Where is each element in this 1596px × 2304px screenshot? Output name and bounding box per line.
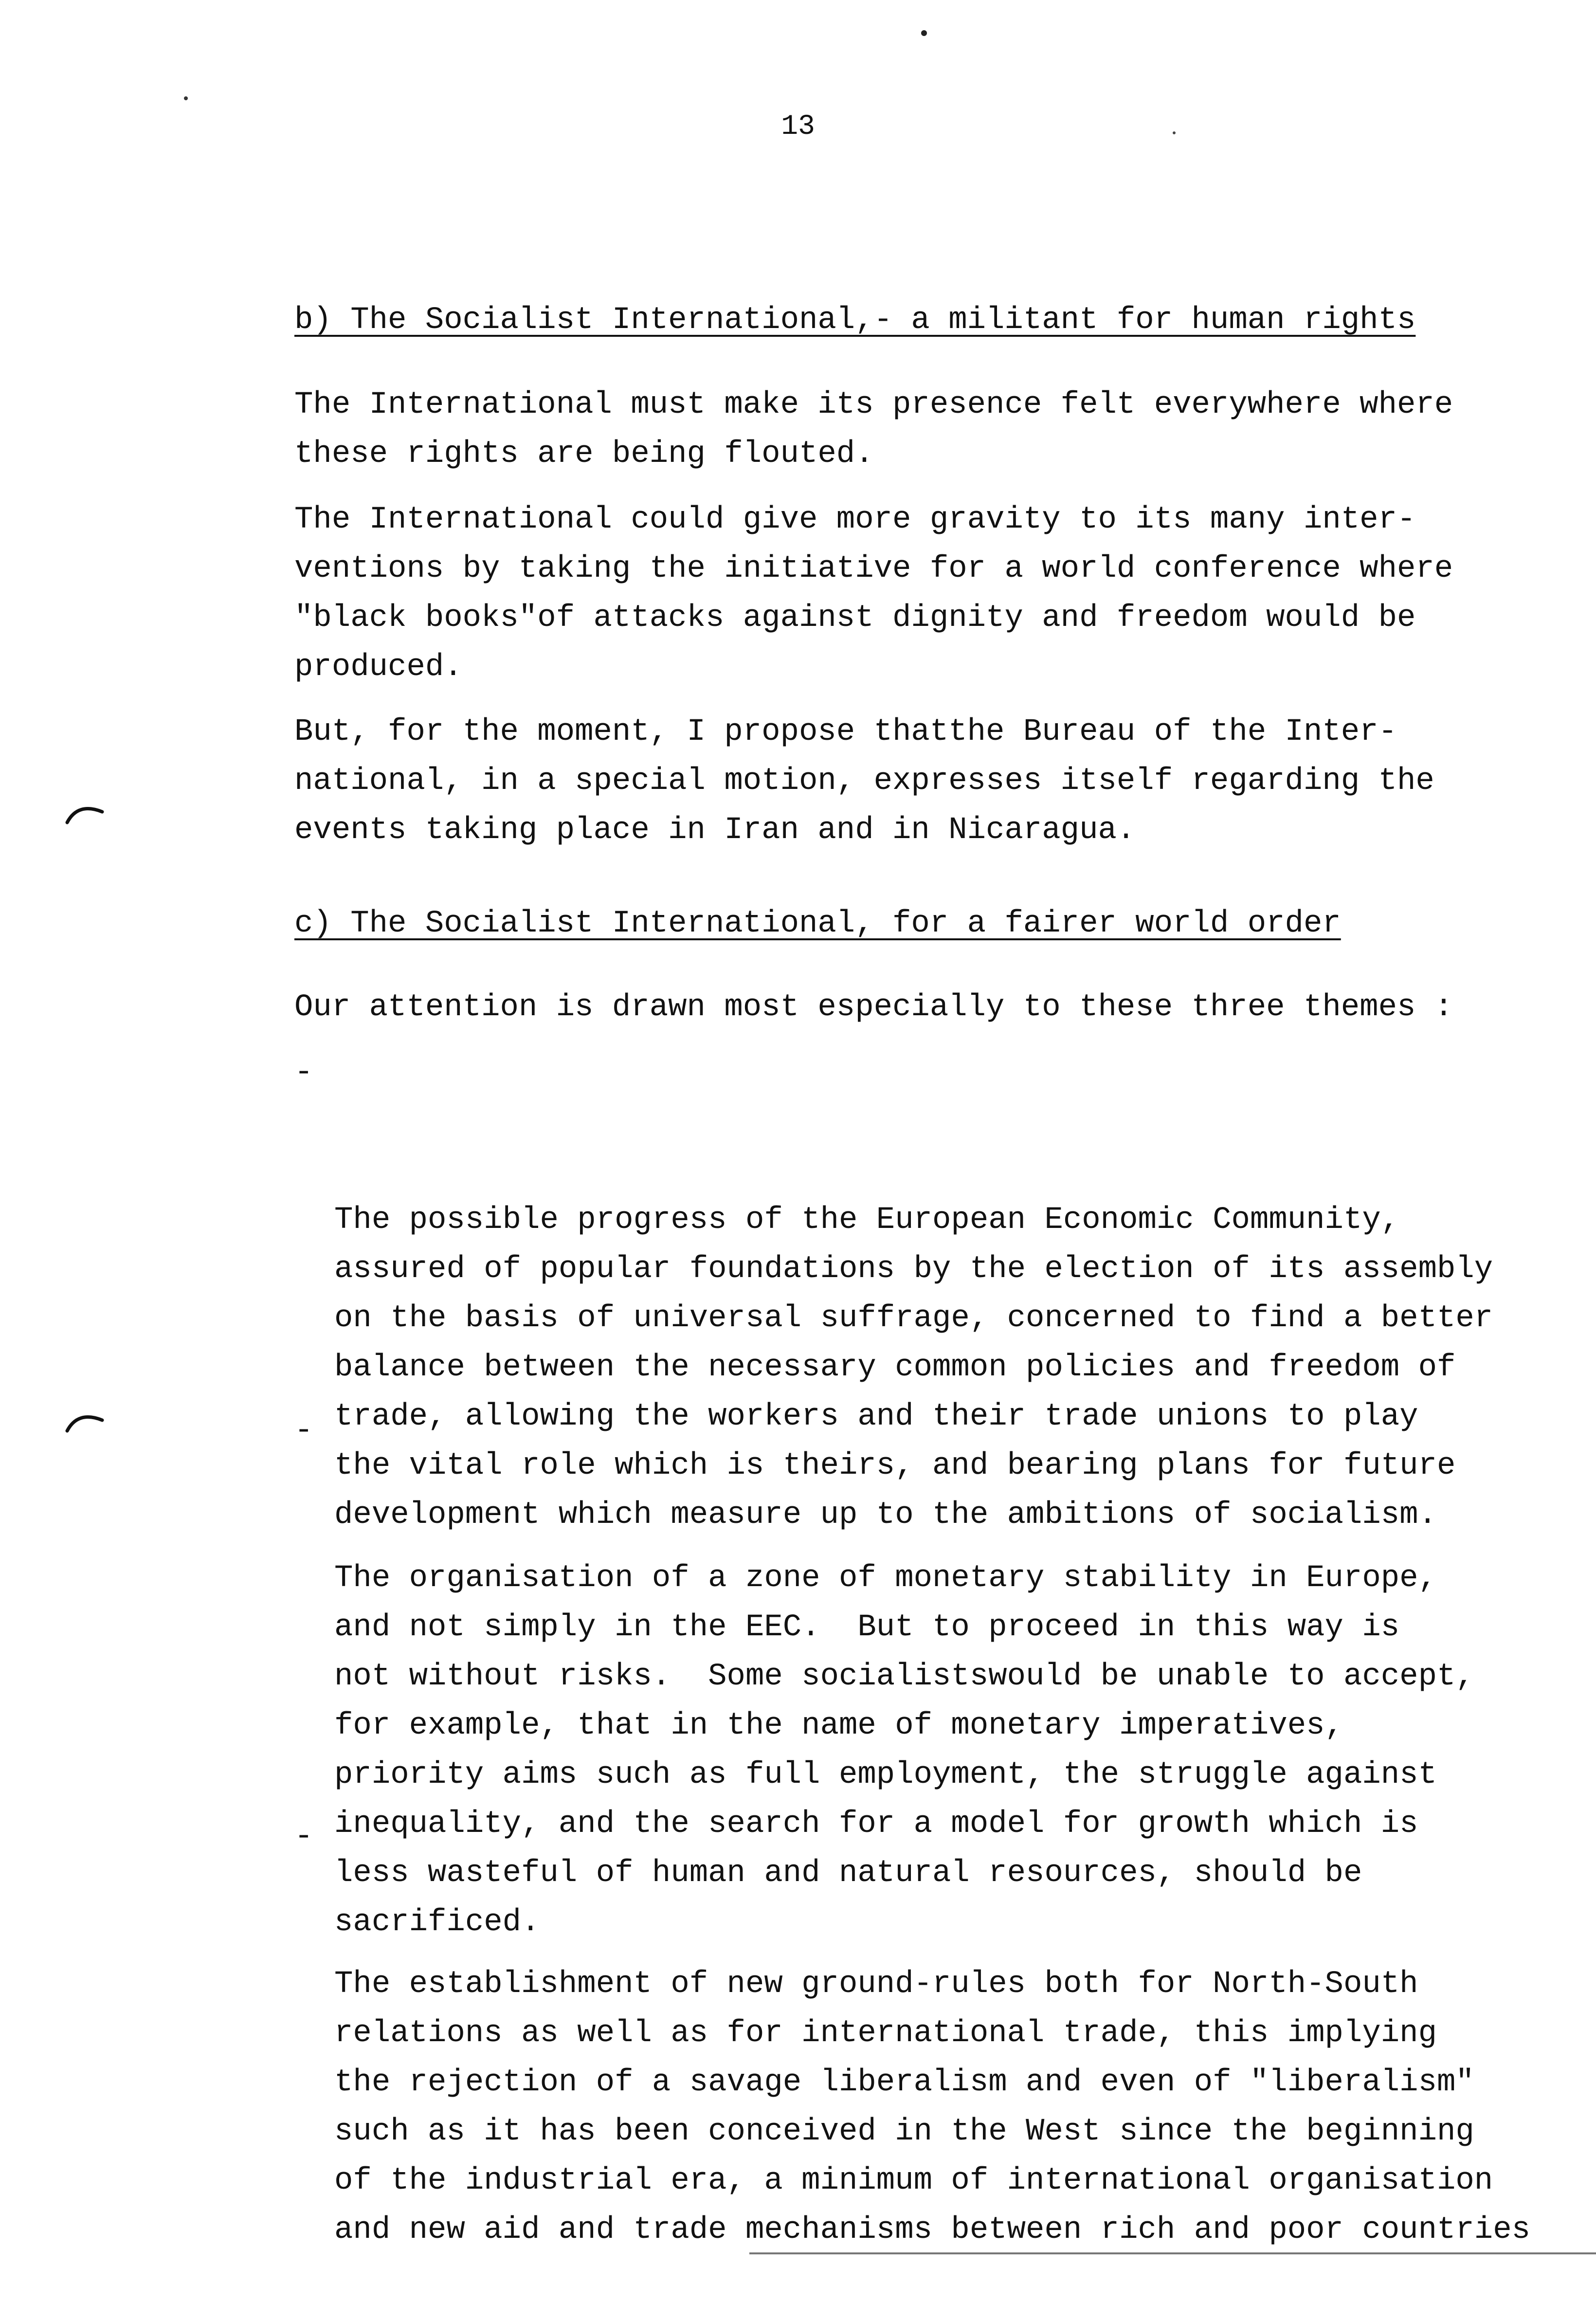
section-b-paragraph-2: The International could give more gravity to its many inter- ventions by taking the initiative for a world conference where "black books"of attacks against dignity and freedom would be produced. xyxy=(294,502,1453,685)
bottom-edge-line xyxy=(749,2252,1596,2254)
punch-hole-arc-mark xyxy=(63,798,107,827)
section-b-heading: b) The Socialist International,- a militant for human rights xyxy=(294,303,1416,338)
bullet-text: The organisation of a zone of monetary stability in Europe, and not simply in the EEC. But to proceed in this way is not without risks. Some socialistswould be unable to accept, for example, that in the name of monetary imperatives, priority aims such as full employment, the struggle against inequality, and the search for a model for growth which is less wasteful of human and natural resources, should be sacrificed. xyxy=(334,1561,1474,1940)
bullet-item xyxy=(294,1812,1530,2304)
bullet-dash: - xyxy=(294,1055,313,1090)
bullet-text: The establishment of new ground-rules both for North-South relations as well as for international trade, this implying the rejection of a savage liberalism and even of "liberalism" such as it has been conceived in the West since the beginning of the industrial era, a minimum of international organisation and new aid and trade mechanisms between rich and poor countries xyxy=(334,1967,1530,2248)
section-b-paragraph-3: But, for the moment, I propose thatthe Bureau of the Inter- national, in a special motion, expresses itself regarding the events taking place in Iran and in Nicaragua. xyxy=(294,714,1434,848)
page-number: 13 xyxy=(781,111,815,143)
scan-speck xyxy=(1173,131,1176,134)
section-c-intro: Our attention is drawn most especially to these three themes : xyxy=(294,990,1453,1025)
punch-hole-arc-mark xyxy=(63,1407,107,1436)
section-b-paragraph-1: The International must make its presence felt everywhere where these rights are being flouted. xyxy=(294,387,1453,472)
scan-speck xyxy=(921,30,927,36)
bullet-dash: - xyxy=(294,1819,313,1854)
scan-speck xyxy=(184,96,188,100)
bullet-dash: - xyxy=(294,1413,313,1448)
section-c-heading: c) The Socialist International, for a fairer world order xyxy=(294,906,1341,941)
bullet-text: The possible progress of the European Economic Community, assured of popular foundations by the election of its assembly on the basis of universal suffrage, concerned to find a better balance between the necessary common policies and freedom of trade, allowing the workers and their trade unions to play the vital role which is theirs, and bearing plans for future development which measure up to the ambitions of socialism. xyxy=(334,1203,1493,1533)
